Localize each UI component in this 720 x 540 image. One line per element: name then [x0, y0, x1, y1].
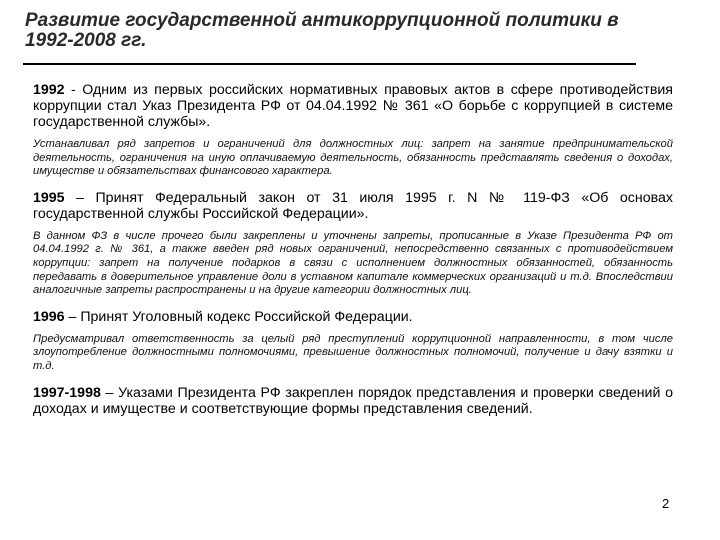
section-description: – Принят Федеральный закон от 31 июля 1995 г. N № 119-ФЗ «Об основах государственной службы Российской Федерации». [33, 189, 673, 222]
section-1995 [33, 190, 673, 298]
section-year: 1995 [33, 189, 65, 206]
title-divider [23, 63, 636, 65]
section-description: – Указами Президента РФ закреплен порядок представления и проверки сведений о доходах и имуществе и соответствующие формы представления сведений. [33, 384, 673, 417]
section-main-text [33, 385, 673, 417]
section-year: 1996 [33, 308, 65, 325]
section-main-text [33, 309, 673, 325]
section-year: 1997-1998 [33, 384, 101, 401]
section-1996 [33, 309, 673, 374]
page-title: Развитие государственной антикоррупционной политики в 1992-2008 гг. [25, 10, 619, 51]
section-description: – Принят Уголовный кодекс Российской Федерации. [64, 308, 413, 325]
section-note: В данном ФЗ в числе прочего были закреплены и уточнены запреты, прописанные в Указе Президента РФ от 04.04.1992 г. № 361, а также введен ряд новых ограничений, непосредственно связанных с противодействием коррупции: запрет на получение подарков в связи с исполнением должностных обязанностей, обязанность передавать в доверительное управление доли в уставном капитале коммерческих организаций и т.д. Впоследствии аналогичные запреты распространены и на другие категории должностных лиц. [33, 229, 673, 297]
content-body [33, 82, 673, 417]
section-1997-1998 [33, 385, 673, 417]
page-number: 2 [662, 496, 670, 511]
section-main-text [33, 190, 673, 222]
section-main-text [33, 82, 673, 130]
section-year: 1992 [33, 82, 65, 98]
section-note: Предусматривал ответственность за целый ряд преступлений коррупционной направленности, в том числе злоупотребление должностными полномочиями, превышение должностных полномочий, получение и дачу взятки и т.д. [33, 332, 673, 372]
section-description: - Одним из первых российских нормативных правовых актов в сфере противодействия коррупции стал Указ Президента РФ от 04.04.1992 № 361 «О борьбе с коррупцией в системе государственной службы». [33, 82, 673, 130]
section-1992 [33, 82, 673, 179]
section-note: Устанавливал ряд запретов и ограничений для должностных лиц: запрет на занятие предпринимательской деятельность, ограничения на иную оплачиваемую деятельность, обязанность представлять сведения о доходах, имуществе и обязательствах финансового характера. [33, 138, 673, 178]
